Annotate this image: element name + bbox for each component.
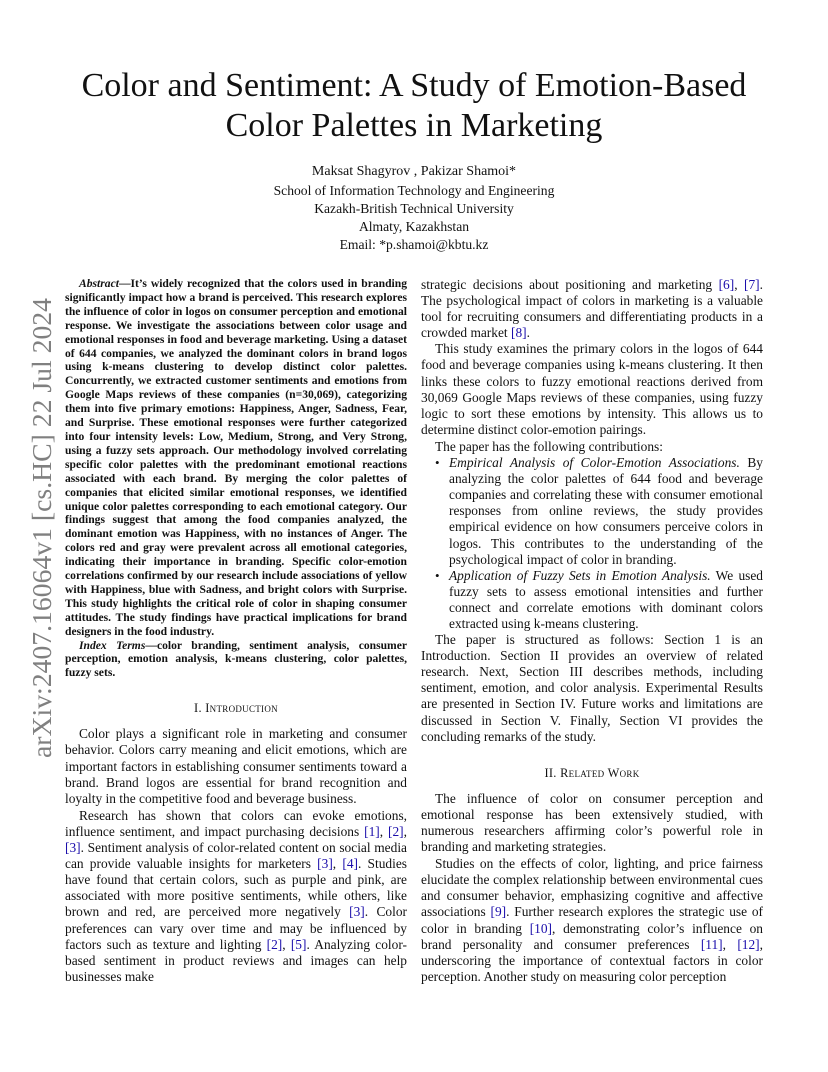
related-work-paragraph-2 <box>421 856 763 985</box>
contributions-intro: The paper has the following contributions: <box>435 438 663 454</box>
author-email: Email: *p.shamoi@kbtu.kz <box>339 237 489 252</box>
text-span: . <box>526 325 530 341</box>
citation-link[interactable]: [3] <box>349 904 365 920</box>
text-span: strategic decisions about positioning and marketing <box>421 277 719 292</box>
arxiv-identifier-text: arXiv:2407.16064v1 [cs.HC] 22 Jul 2024 <box>27 309 57 758</box>
title-line-2: Color Palettes in Marketing <box>225 107 603 144</box>
citation-link[interactable]: [3] <box>317 856 333 872</box>
intro-paragraph-2 <box>65 808 407 985</box>
affiliation-school: School of Information Technology and Engineering <box>273 183 555 198</box>
text-span: , <box>379 823 389 839</box>
text-span: , <box>332 856 343 872</box>
right-column <box>421 277 763 985</box>
right-paragraph-0 <box>421 277 763 341</box>
index-terms <box>65 639 407 681</box>
intro-paragraph-1: Color plays a significant role in marketing and consumer behavior. Colors carry meaning and elicit emotions, which are important factors in establishing consumer sentiments toward a brand. Brand logos are essential for brand recognition and loyalty in the competitive food and beverage business. <box>65 726 407 806</box>
text-span: . Sentiment analysis of color-related content on social media can provide valuable insights for marketers <box>65 840 407 872</box>
text-span: . Color preferences can vary over time and may be influenced by factors such as texture and lighting <box>65 904 407 952</box>
text-span: , <box>722 936 738 952</box>
text-span: , underscoring the importance of contextual factors in color perception. Another study on measuring color perception <box>421 936 763 984</box>
abstract-label: Abstract <box>79 277 119 290</box>
right-paragraph-1: This study examines the primary colors in the logos of 644 food and beverage companies using k-means clustering. It then links these colors to fuzzy emotional reactions derived from 30,069 Google Maps reviews of these companies, using fuzzy logic to sort these emotions by intensity. This allows us to determine distinct color-emotion pairings. <box>421 341 763 437</box>
citation-link[interactable]: [5] <box>290 936 307 952</box>
title-line-1: Color and Sentiment: A Study of Emotion-Based <box>81 67 747 104</box>
citation-link[interactable]: [1] <box>364 823 380 839</box>
text-span: . Analyzing color-based sentiment in product reviews and images can help businesses make <box>65 936 407 984</box>
author-names: Maksat Shagyrov , Pakizar Shamoi* <box>311 164 517 179</box>
citation-link[interactable]: [12] <box>737 936 760 952</box>
abstract-text: —It’s widely recognized that the colors used in branding significantly impact how a brand is perceived. This research explores the influence of color in logos on consumer perception and emotional response. We investigate the associations between color usage and emotional responses in food and beverage marketing. Using a dataset of 644 companies, we analyzed the dominant colors in brand logos using k-means clustering to develop distinct color palettes. Concurrently, we extracted customer sentiments and emotions from Google Maps reviews of these companies (n=30,069), categorizing them into five primary emotions: Happiness, Anger, Sadness, Fear, and Surprise. These emotional responses were further categorized into four intensity levels: Low, Medium, Strong, and Very Strong, using a fuzzy sets approach. Our methodology involved correlating specific color palettes with the predominant emotional reactions associated with each brand. By merging the color palettes of companies that elicited similar emotional responses, we identified unique color palettes corresponding to each emotional category. Our findings suggest that among the food companies analyzed, the dominant emotion was Happiness, with no instances of Anger. The colors red and gray were prevalent across all emotional categories, indicating their importance in branding. Specific color-emotion correlations confirmed by our research include associations of yellow with Happiness, blue with Sadness, and bright colors with Surprise. This study highlights the critical role of color in shaping consumer attitudes. The study findings have practical implications for brand designers in the food industry. <box>65 277 407 638</box>
text-span: , demonstrating color’s influence on brand personality and consumer preferences <box>421 920 764 952</box>
text-span: , <box>403 823 407 839</box>
author-block <box>70 163 758 254</box>
contribution-item <box>449 455 763 568</box>
index-terms-text: —color branding, sentiment analysis, consumer perception, emotion analysis, k-means clustering, color palettes, fuzzy sets. <box>65 638 407 680</box>
citation-link[interactable]: [4] <box>342 856 358 872</box>
contribution-title: Application of Fuzzy Sets in Emotion Analysis. <box>449 567 711 583</box>
affiliation-university: Kazakh-British Technical University <box>314 201 514 216</box>
section-heading-introduction: I. Introduction <box>194 701 278 716</box>
index-terms-label: Index Terms <box>79 638 146 652</box>
section-heading-related-work: II. Related Work <box>544 765 640 780</box>
contribution-text: By analyzing the color palettes of 644 food and beverage companies and correlating these with consumer emotional responses from online reviews, the study provides empirical evidence on how consumers perceive colors in logos. This contributes to the understanding of the psychological impact of color in branding. <box>449 455 763 567</box>
citation-link[interactable]: [8] <box>510 325 527 341</box>
text-span: , <box>734 277 745 292</box>
related-work-paragraph-1: The influence of color on consumer perception and emotional response has been extensively studied, with numerous researchers affirming color’s powerful role in branding and marketing strategies. <box>421 790 763 855</box>
arxiv-identifier-stamp <box>20 296 60 760</box>
contribution-text: We used fuzzy sets to assess emotional intensities and further connect and correlate emotions with dominant colors extracted using k-means clustering. <box>449 567 763 631</box>
citation-link[interactable]: [6] <box>718 277 735 292</box>
text-span: . Further research explores the strategic use of color in branding <box>421 904 764 936</box>
text-span: Research has shown that colors can evoke emotions, influence sentiment, and impact purchasing decisions <box>65 807 407 839</box>
citation-link[interactable]: [2] <box>266 936 283 952</box>
citation-link[interactable]: [7] <box>744 277 760 292</box>
left-column <box>65 277 407 985</box>
citation-link[interactable]: [9] <box>490 904 507 920</box>
text-span: . The psychological impact of colors in marketing is a valuable tool for recruiting consumers and differentiating products in a crowded market <box>421 277 763 341</box>
text-span: . Studies have found that certain colors, such as purple and pink, are associated with more positive sentiments, while others, like brown and red, are perceived more negatively <box>65 856 407 920</box>
citation-link[interactable]: [11] <box>700 936 723 952</box>
paper-title <box>70 66 758 146</box>
text-span: Studies on the effects of color, lighting, and price fairness elucidate the complex relationship between environmental cues and consumer behavior, emphasizing cognitive and affective associations <box>421 856 763 920</box>
affiliation-city: Almaty, Kazakhstan <box>358 219 470 234</box>
contributions-list <box>421 455 763 632</box>
right-paragraph-structure: The paper is structured as follows: Section 1 is an Introduction. Section II provides an overview of related research. Next, Section III describes methods, including sentiment, emotion, and color analysis. Experimental Results are presented in Section IV. Future works and limitations are discussed in Section V. Finally, Section VI provides the concluding remarks of the study. <box>421 632 763 744</box>
citation-link[interactable]: [10] <box>529 920 553 936</box>
citation-link[interactable]: [2] <box>388 823 404 839</box>
text-span: , <box>282 936 291 952</box>
contribution-title: Empirical Analysis of Color-Emotion Associations. <box>449 455 740 471</box>
abstract <box>65 277 407 639</box>
citation-link[interactable]: [3] <box>65 840 81 856</box>
contribution-item <box>449 568 763 632</box>
